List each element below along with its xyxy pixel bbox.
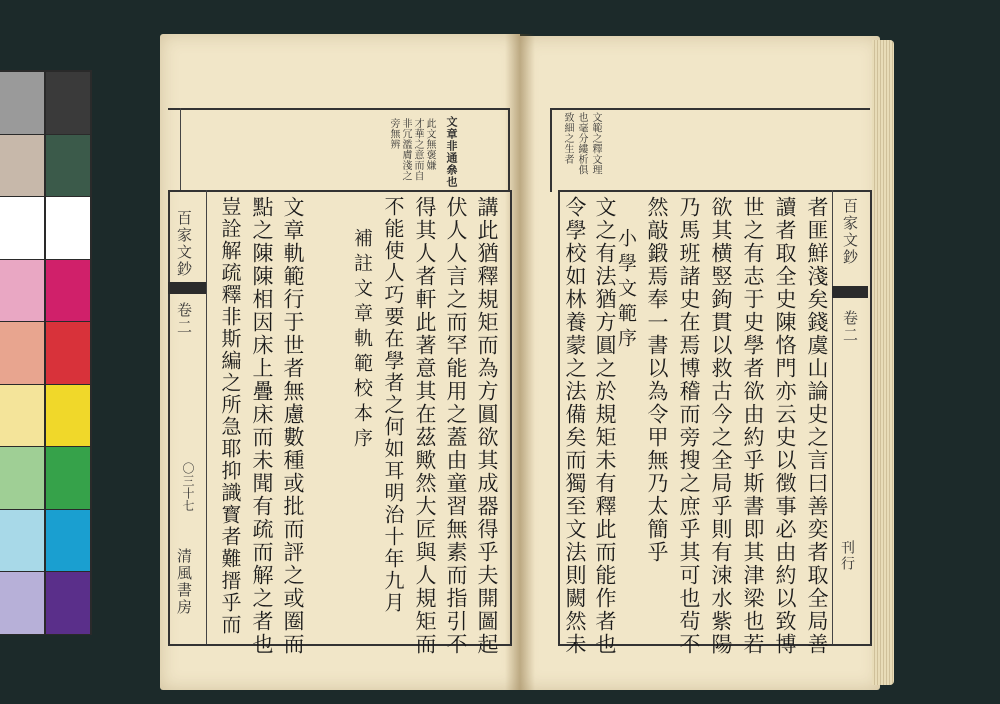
right-fishtail-mark — [832, 286, 868, 298]
color-swatch — [0, 510, 44, 572]
right-edge-title: 百家文鈔 — [841, 198, 859, 266]
color-swatch — [46, 322, 90, 384]
left-headnote-line: 非冗濫膚淺之 — [400, 118, 411, 181]
right-text-column: 然敲鍛焉奉一書以為令甲無乃太簡乎 — [645, 196, 669, 564]
color-swatch — [46, 260, 90, 322]
color-swatch — [46, 510, 90, 572]
color-swatch — [0, 72, 44, 134]
color-swatch — [0, 135, 44, 197]
left-headnote-frame — [168, 108, 510, 190]
left-text-column: 豈詮解疏釋非斯編之所急耶抑識寳者難搢乎而 — [218, 196, 242, 636]
right-text-column: 欲其横竪鉤貫以救古今之全局乎則有涑水紫陽 — [709, 196, 733, 656]
color-swatch — [46, 72, 90, 134]
left-date-line: 不能使人巧要在學者之何如耳明治十年九月 — [381, 196, 405, 614]
left-headnote-main: 文章非通㕘也 — [445, 116, 458, 188]
left-text-column: 講此猶釋規矩而為方圓欲其成器得乎夫開圖起 — [475, 196, 499, 656]
left-edge-folio: 〇三十七 — [181, 462, 195, 512]
left-edge-publisher: 清風書房 — [175, 548, 193, 616]
right-edge-volume: 卷二 — [841, 310, 859, 344]
left-headnote-line: 才華之意而自 — [412, 118, 423, 181]
right-text-column: 者匪鮮淺矣錢虞山論史之言曰善奕者取全局善 — [805, 196, 829, 656]
color-swatch — [0, 385, 44, 447]
right-text-column: 讀者取全史陳恪門亦云史以徴事必由約以致博 — [773, 196, 797, 656]
right-text-column: 世之有志于史學者欲由約乎斯書即其津梁也若 — [741, 196, 765, 656]
color-swatch — [46, 385, 90, 447]
left-text-column: 點之陳陳相因床上疊床而未聞有疏而解之者也 — [250, 196, 274, 656]
right-text-column: 文之有法猶方圓之於規矩未有釋此而能作者也 — [593, 196, 617, 656]
color-swatch — [0, 260, 44, 322]
color-swatch — [46, 572, 90, 634]
left-headnote-rule — [180, 108, 181, 190]
left-headnote-line: 旁無辨 — [388, 118, 399, 150]
right-text-column: 乃馬班諸史在焉博稽而旁搜之庶乎其可也茍不 — [677, 196, 701, 656]
color-swatch — [46, 135, 90, 197]
right-preface-title: 小學文範序 — [615, 228, 637, 353]
right-headnote-line: 也毫分縷析俱 — [576, 112, 587, 175]
left-edge-rule — [206, 190, 207, 644]
color-swatch — [0, 447, 44, 509]
color-swatch — [0, 572, 44, 634]
left-preface-title: 補註文章軌範校本序 — [351, 228, 373, 453]
right-headnote-line: 致細之生者 — [562, 112, 573, 165]
color-swatch — [0, 197, 44, 259]
color-swatch — [46, 447, 90, 509]
left-edge-title: 百家文鈔 — [175, 210, 193, 278]
left-text-column: 伏人人言之而罕能用之蓋由童習無素而指引不 — [444, 196, 468, 656]
left-fishtail-mark — [168, 282, 206, 294]
left-text-column: 得其人者軒此著意其在茲歟然大匠與人規矩而 — [413, 196, 437, 656]
left-headnote-line: 此文無褒嫌 — [424, 118, 435, 171]
right-headnote-line: 文範之釋文理 — [590, 112, 601, 175]
left-edge-volume: 卷二 — [175, 302, 193, 336]
right-edge-rule — [832, 190, 833, 644]
color-swatch — [0, 322, 44, 384]
color-swatch — [46, 197, 90, 259]
right-text-column: 令學校如林養蒙之法備矣而獨至文法則闕然未 — [563, 196, 587, 656]
left-text-column: 文章軌範行于世者無慮數種或批而評之或圈而 — [281, 196, 305, 656]
right-edge-label: 刊行 — [839, 540, 855, 572]
page-stack-edge — [872, 40, 894, 685]
